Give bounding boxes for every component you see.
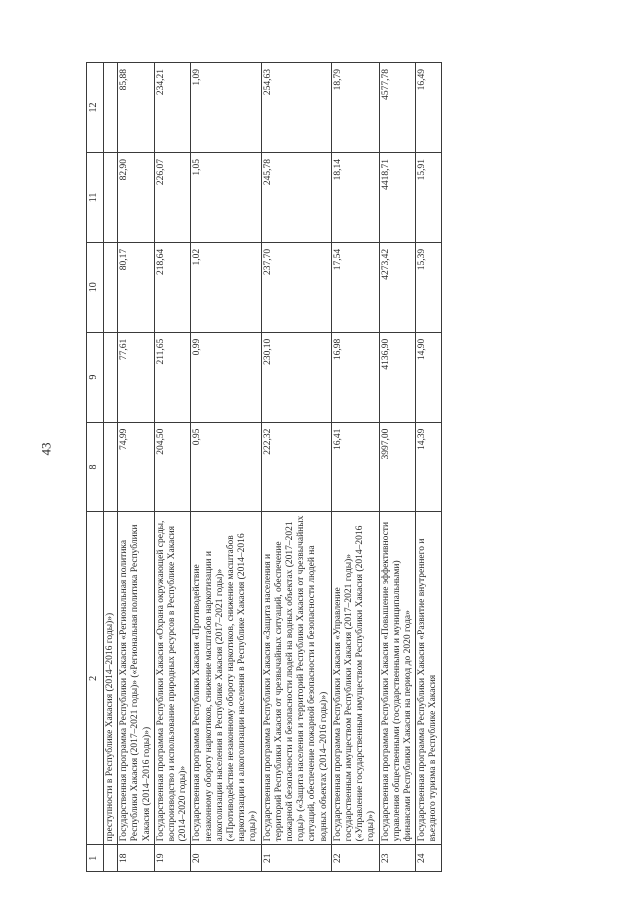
value-cell: 18,79 [331,63,379,153]
value-cell: 14,90 [416,332,441,422]
value-cell: 0,95 [191,422,261,512]
header-cell: 8 [87,422,104,512]
value-cell: 77,61 [118,332,155,422]
program-name-cell: Государственная программа Республики Хакасия «Развитие внутреннего и въездного туризма в Республике Хакасия [416,512,441,845]
value-cell: 1,09 [191,63,261,153]
page-number: 43 [38,442,54,456]
value-cell: 245,78 [261,152,331,242]
header-cell: 1 [87,845,104,872]
table-row [416,63,441,872]
value-cell: 218,64 [154,242,191,332]
program-name-cell: преступности в Республике Хакасия (2014–2016 годы)») [104,512,118,845]
program-name-cell: Государственная программа Республики Хакасия «Управление государственным имуществом Республики Хакасия (2017–2021 годы)» («Управление государственным имуществом Республики Хакасия (2014–2016 годы)») [331,512,379,845]
table-row [379,63,416,872]
value-cell: 1,02 [191,242,261,332]
continuation-row [104,63,118,872]
value-cell: 234,21 [154,63,191,153]
value-cell [104,152,118,242]
program-name-cell: Государственная программа Республики Хакасия «Повышение эффективности управления общественными (государственными и муниципальными) финансами Республики Хакасия на период до 2020 года» [379,512,416,845]
value-cell: 14,39 [416,422,441,512]
value-cell: 204,50 [154,422,191,512]
header-cell: 9 [87,332,104,422]
header-cell: 12 [87,63,104,153]
value-cell: 82,90 [118,152,155,242]
row-number-cell: 18 [118,845,155,872]
program-name-cell: Государственная программа Республики Хакасия «Региональная политика Республики Хакасия (2017–2021 годы)» («Региональная политика Республики Хакасия (2014–2016 годы)») [118,512,155,845]
value-cell: 18,14 [331,152,379,242]
program-name-cell: Государственная программа Республики Хакасия «Противодействие незаконному обороту наркотиков, снижение масштабов наркотизации и алкоголизации населения в Республике Хакасия (2017–2021 годы)» («Противодействие незаконному обороту наркотиков, снижение масштабов наркотизации и алкоголизации населения в Республике Хакасия (2014–2016 годы)») [191,512,261,845]
table-row [118,63,155,872]
table-row [261,63,331,872]
row-number-cell: 19 [154,845,191,872]
table-row [191,63,261,872]
document-sheet [86,62,586,872]
value-cell [104,332,118,422]
row-number-cell: 24 [416,845,441,872]
value-cell: 3997,00 [379,422,416,512]
value-cell: 211,65 [154,332,191,422]
table-row [331,63,379,872]
row-number-cell [104,845,118,872]
value-cell: 254,63 [261,63,331,153]
value-cell: 1,05 [191,152,261,242]
value-cell: 237,70 [261,242,331,332]
row-number-cell: 22 [331,845,379,872]
row-number-cell: 21 [261,845,331,872]
value-cell: 4136,90 [379,332,416,422]
value-cell: 4273,42 [379,242,416,332]
value-cell: 16,41 [331,422,379,512]
value-cell: 15,39 [416,242,441,332]
value-cell: 80,17 [118,242,155,332]
value-cell: 15,91 [416,152,441,242]
value-cell: 85,88 [118,63,155,153]
value-cell [104,422,118,512]
header-row [87,63,104,872]
value-cell: 230,10 [261,332,331,422]
value-cell [104,242,118,332]
table-row [154,63,191,872]
table-body [104,63,442,872]
header-cell: 2 [87,512,104,845]
value-cell: 4418,71 [379,152,416,242]
value-cell [104,63,118,153]
value-cell: 16,49 [416,63,441,153]
value-cell: 222,32 [261,422,331,512]
value-cell: 0,99 [191,332,261,422]
header-cell: 11 [87,152,104,242]
value-cell: 4577,78 [379,63,416,153]
value-cell: 16,98 [331,332,379,422]
program-name-cell: Государственная программа Республики Хакасия «Охрана окружающей среды, воспроизводство и использование природных ресурсов в Республике Хакасия (2014–2020 годы)» [154,512,191,845]
program-name-cell: Государственная программа Республики Хакасия «Защита населения и территорий Республики Хакасия от чрезвычайных ситуаций, обеспечение пожарной безопасности и безопасности людей на водных объектах (2017–2021 годы)» («Защита населения и территорий Республики Хакасия от чрезвычайных ситуаций, обеспечение пожарной безопасности и безопасности людей на водных объектах (2014–2016 годы)») [261,512,331,845]
data-table [86,62,442,872]
value-cell: 17,54 [331,242,379,332]
row-number-cell: 23 [379,845,416,872]
row-number-cell: 20 [191,845,261,872]
value-cell: 74,99 [118,422,155,512]
value-cell: 226,07 [154,152,191,242]
header-cell: 10 [87,242,104,332]
